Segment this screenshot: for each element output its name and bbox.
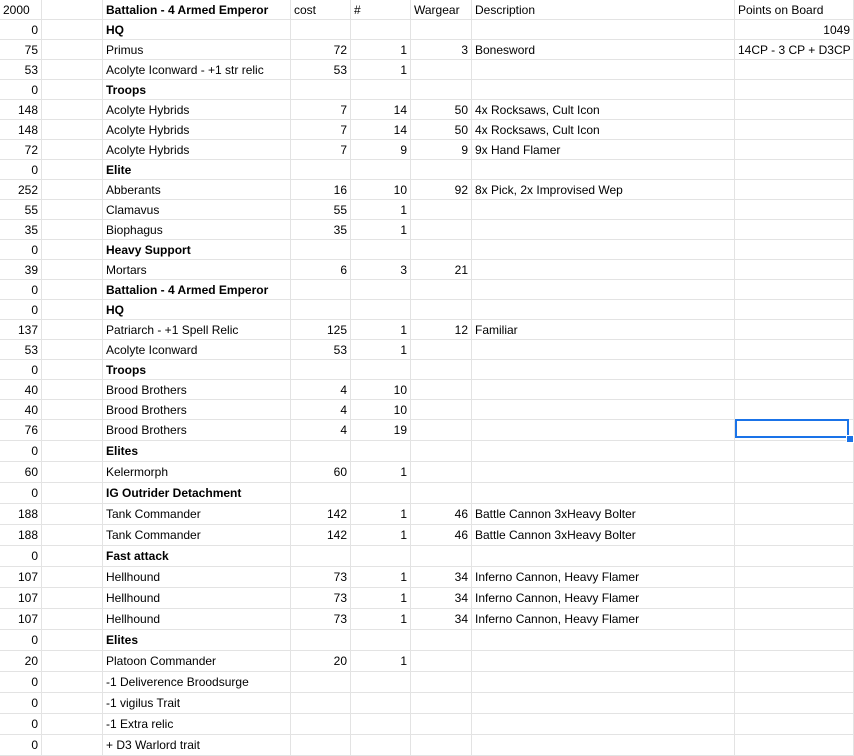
cell-description[interactable]: 9x Hand Flamer <box>472 140 735 160</box>
cell-points[interactable]: 137 <box>0 320 42 340</box>
cell-points[interactable]: 252 <box>0 180 42 200</box>
cell-unit[interactable]: + D3 Warlord trait <box>103 735 291 756</box>
cell-cost[interactable]: 4 <box>291 420 351 441</box>
cell-unit[interactable]: Platoon Commander <box>103 651 291 672</box>
cell-empty[interactable] <box>42 483 103 504</box>
cell-points-on-board[interactable]: 1049 <box>735 20 854 40</box>
cell-wargear[interactable] <box>411 160 472 180</box>
cell-description[interactable] <box>472 693 735 714</box>
cell-wargear[interactable] <box>411 672 472 693</box>
cell-cost[interactable] <box>291 714 351 735</box>
cell-description[interactable]: Battle Cannon 3xHeavy Bolter <box>472 525 735 546</box>
cell-empty[interactable] <box>42 546 103 567</box>
header-cell-unit[interactable]: Battalion - 4 Armed Emperor <box>103 0 291 20</box>
cell-empty[interactable] <box>42 609 103 630</box>
cell-count[interactable]: 1 <box>351 40 411 60</box>
cell-points-on-board[interactable] <box>735 380 854 400</box>
cell-description[interactable] <box>472 60 735 80</box>
cell-empty[interactable] <box>42 280 103 300</box>
cell-description[interactable]: 4x Rocksaws, Cult Icon <box>472 120 735 140</box>
cell-empty[interactable] <box>42 462 103 483</box>
cell-points[interactable]: 188 <box>0 525 42 546</box>
cell-unit[interactable]: Primus <box>103 40 291 60</box>
cell-empty[interactable] <box>42 340 103 360</box>
cell-points-on-board[interactable] <box>735 525 854 546</box>
cell-count[interactable] <box>351 672 411 693</box>
cell-wargear[interactable] <box>411 400 472 420</box>
cell-points-on-board[interactable] <box>735 672 854 693</box>
cell-points[interactable]: 60 <box>0 462 42 483</box>
cell-empty[interactable] <box>42 320 103 340</box>
cell-description[interactable]: Inferno Cannon, Heavy Flamer <box>472 567 735 588</box>
cell-cost[interactable] <box>291 80 351 100</box>
cell-points[interactable]: 0 <box>0 300 42 320</box>
cell-unit[interactable]: Brood Brothers <box>103 380 291 400</box>
cell-description[interactable]: Inferno Cannon, Heavy Flamer <box>472 609 735 630</box>
cell-count[interactable]: 9 <box>351 140 411 160</box>
cell-wargear[interactable] <box>411 420 472 441</box>
cell-empty[interactable] <box>42 240 103 260</box>
cell-points-on-board[interactable] <box>735 462 854 483</box>
cell-points[interactable]: 0 <box>0 483 42 504</box>
cell-description[interactable] <box>472 630 735 651</box>
cell-points[interactable]: 148 <box>0 100 42 120</box>
cell-wargear[interactable] <box>411 60 472 80</box>
cell-description[interactable] <box>472 260 735 280</box>
cell-points[interactable]: 107 <box>0 609 42 630</box>
cell-count[interactable]: 10 <box>351 180 411 200</box>
cell-count[interactable]: 10 <box>351 400 411 420</box>
cell-description[interactable] <box>472 735 735 756</box>
cell-points[interactable]: 39 <box>0 260 42 280</box>
cell-description[interactable] <box>472 20 735 40</box>
cell-count[interactable] <box>351 735 411 756</box>
cell-points-on-board[interactable] <box>735 80 854 100</box>
cell-points-on-board[interactable]: 14CP - 3 CP + D3CP <box>735 40 854 60</box>
cell-count[interactable]: 1 <box>351 60 411 80</box>
cell-empty[interactable] <box>42 140 103 160</box>
cell-wargear[interactable] <box>411 80 472 100</box>
cell-cost[interactable]: 7 <box>291 100 351 120</box>
cell-unit[interactable]: Tank Commander <box>103 525 291 546</box>
cell-cost[interactable] <box>291 20 351 40</box>
cell-empty[interactable] <box>42 100 103 120</box>
cell-points[interactable]: 107 <box>0 567 42 588</box>
cell-points-on-board[interactable] <box>735 220 854 240</box>
cell-count[interactable]: 3 <box>351 260 411 280</box>
cell-count[interactable] <box>351 20 411 40</box>
cell-points-on-board[interactable] <box>735 100 854 120</box>
cell-description[interactable] <box>472 360 735 380</box>
cell-wargear[interactable] <box>411 546 472 567</box>
cell-points-on-board[interactable] <box>735 200 854 220</box>
cell-cost[interactable]: 7 <box>291 120 351 140</box>
cell-description[interactable] <box>472 200 735 220</box>
cell-unit[interactable]: Abberants <box>103 180 291 200</box>
cell-wargear[interactable] <box>411 20 472 40</box>
cell-points-on-board[interactable] <box>735 160 854 180</box>
cell-unit[interactable]: -1 Extra relic <box>103 714 291 735</box>
cell-empty[interactable] <box>42 504 103 525</box>
cell-description[interactable] <box>472 483 735 504</box>
cell-points-on-board[interactable] <box>735 140 854 160</box>
cell-points-on-board[interactable] <box>735 693 854 714</box>
header-cell-count[interactable]: # <box>351 0 411 20</box>
cell-unit[interactable]: HQ <box>103 20 291 40</box>
cell-points-on-board[interactable] <box>735 280 854 300</box>
header-cell-description[interactable]: Description <box>472 0 735 20</box>
cell-description[interactable] <box>472 280 735 300</box>
cell-cost[interactable] <box>291 693 351 714</box>
cell-empty[interactable] <box>42 360 103 380</box>
cell-empty[interactable] <box>42 260 103 280</box>
cell-points-on-board[interactable] <box>735 441 854 462</box>
cell-count[interactable] <box>351 441 411 462</box>
cell-description[interactable] <box>472 714 735 735</box>
cell-description[interactable] <box>472 420 735 441</box>
cell-cost[interactable]: 73 <box>291 609 351 630</box>
cell-cost[interactable]: 142 <box>291 504 351 525</box>
cell-points[interactable]: 0 <box>0 441 42 462</box>
cell-unit[interactable]: Elites <box>103 441 291 462</box>
cell-cost[interactable] <box>291 160 351 180</box>
cell-unit[interactable]: HQ <box>103 300 291 320</box>
cell-empty[interactable] <box>42 420 103 441</box>
cell-cost[interactable]: 4 <box>291 400 351 420</box>
cell-description[interactable] <box>472 651 735 672</box>
cell-empty[interactable] <box>42 300 103 320</box>
cell-wargear[interactable]: 34 <box>411 609 472 630</box>
cell-wargear[interactable]: 12 <box>411 320 472 340</box>
header-cell-cost[interactable]: cost <box>291 0 351 20</box>
cell-wargear[interactable] <box>411 240 472 260</box>
cell-count[interactable] <box>351 630 411 651</box>
cell-cost[interactable]: 4 <box>291 380 351 400</box>
cell-points[interactable]: 0 <box>0 360 42 380</box>
cell-wargear[interactable]: 46 <box>411 525 472 546</box>
cell-cost[interactable]: 16 <box>291 180 351 200</box>
cell-points[interactable]: 0 <box>0 280 42 300</box>
cell-points-on-board[interactable] <box>735 609 854 630</box>
cell-cost[interactable]: 125 <box>291 320 351 340</box>
cell-unit[interactable]: Mortars <box>103 260 291 280</box>
cell-wargear[interactable]: 21 <box>411 260 472 280</box>
cell-count[interactable]: 1 <box>351 220 411 240</box>
cell-unit[interactable]: Kelermorph <box>103 462 291 483</box>
cell-count[interactable] <box>351 240 411 260</box>
cell-points-on-board[interactable] <box>735 483 854 504</box>
cell-description[interactable] <box>472 340 735 360</box>
cell-points-on-board[interactable] <box>735 120 854 140</box>
cell-unit[interactable]: Brood Brothers <box>103 420 291 441</box>
cell-cost[interactable] <box>291 300 351 320</box>
cell-points-on-board[interactable] <box>735 300 854 320</box>
cell-description[interactable] <box>472 462 735 483</box>
cell-points[interactable]: 0 <box>0 693 42 714</box>
cell-points-on-board[interactable] <box>735 567 854 588</box>
cell-description[interactable] <box>472 672 735 693</box>
cell-points-on-board[interactable] <box>735 360 854 380</box>
header-cell-points-on-board[interactable]: Points on Board <box>735 0 854 20</box>
cell-points[interactable]: 55 <box>0 200 42 220</box>
cell-description[interactable]: 8x Pick, 2x Improvised Wep <box>472 180 735 200</box>
cell-points[interactable]: 53 <box>0 340 42 360</box>
cell-points-on-board[interactable] <box>735 630 854 651</box>
cell-empty[interactable] <box>42 400 103 420</box>
cell-points[interactable]: 53 <box>0 60 42 80</box>
cell-unit[interactable]: Biophagus <box>103 220 291 240</box>
cell-wargear[interactable]: 3 <box>411 40 472 60</box>
cell-count[interactable]: 1 <box>351 320 411 340</box>
cell-cost[interactable] <box>291 546 351 567</box>
cell-count[interactable]: 1 <box>351 651 411 672</box>
cell-unit[interactable]: Acolyte Hybrids <box>103 120 291 140</box>
cell-cost[interactable]: 7 <box>291 140 351 160</box>
cell-unit[interactable]: Acolyte Hybrids <box>103 140 291 160</box>
cell-description[interactable] <box>472 300 735 320</box>
cell-count[interactable] <box>351 693 411 714</box>
header-cell-wargear[interactable]: Wargear <box>411 0 472 20</box>
cell-count[interactable] <box>351 280 411 300</box>
cell-wargear[interactable] <box>411 441 472 462</box>
cell-points[interactable]: 0 <box>0 714 42 735</box>
cell-description[interactable] <box>472 240 735 260</box>
cell-description[interactable]: Bonesword <box>472 40 735 60</box>
cell-wargear[interactable]: 34 <box>411 588 472 609</box>
cell-cost[interactable]: 60 <box>291 462 351 483</box>
cell-count[interactable] <box>351 546 411 567</box>
cell-points[interactable]: 40 <box>0 380 42 400</box>
cell-empty[interactable] <box>42 525 103 546</box>
cell-unit[interactable]: Acolyte Iconward - +1 str relic <box>103 60 291 80</box>
cell-empty[interactable] <box>42 693 103 714</box>
cell-count[interactable] <box>351 360 411 380</box>
cell-wargear[interactable] <box>411 693 472 714</box>
cell-unit[interactable]: Clamavus <box>103 200 291 220</box>
cell-wargear[interactable] <box>411 280 472 300</box>
cell-wargear[interactable]: 9 <box>411 140 472 160</box>
cell-count[interactable]: 14 <box>351 120 411 140</box>
cell-cost[interactable] <box>291 240 351 260</box>
cell-cost[interactable] <box>291 441 351 462</box>
cell-description[interactable] <box>472 380 735 400</box>
cell-unit[interactable]: Brood Brothers <box>103 400 291 420</box>
cell-points-on-board[interactable] <box>735 504 854 525</box>
cell-unit[interactable]: Tank Commander <box>103 504 291 525</box>
cell-wargear[interactable] <box>411 340 472 360</box>
cell-unit[interactable]: Hellhound <box>103 609 291 630</box>
cell-points[interactable]: 0 <box>0 160 42 180</box>
cell-empty[interactable] <box>42 651 103 672</box>
cell-unit[interactable]: Troops <box>103 80 291 100</box>
cell-cost[interactable]: 73 <box>291 567 351 588</box>
cell-empty[interactable] <box>42 60 103 80</box>
cell-points-on-board[interactable] <box>735 735 854 756</box>
cell-wargear[interactable]: 46 <box>411 504 472 525</box>
cell-description[interactable] <box>472 220 735 240</box>
cell-points[interactable]: 0 <box>0 735 42 756</box>
cell-empty[interactable] <box>42 160 103 180</box>
cell-unit[interactable]: Acolyte Hybrids <box>103 100 291 120</box>
cell-points[interactable]: 0 <box>0 240 42 260</box>
cell-wargear[interactable] <box>411 651 472 672</box>
cell-empty[interactable] <box>42 180 103 200</box>
cell-description[interactable]: 4x Rocksaws, Cult Icon <box>472 100 735 120</box>
cell-unit[interactable]: -1 vigilus Trait <box>103 693 291 714</box>
cell-points[interactable]: 40 <box>0 400 42 420</box>
cell-count[interactable]: 1 <box>351 567 411 588</box>
cell-empty[interactable] <box>42 380 103 400</box>
cell-points-on-board[interactable] <box>735 588 854 609</box>
cell-points-on-board[interactable] <box>735 340 854 360</box>
cell-points[interactable]: 148 <box>0 120 42 140</box>
cell-cost[interactable] <box>291 360 351 380</box>
cell-points-on-board[interactable] <box>735 180 854 200</box>
cell-points-on-board[interactable] <box>735 240 854 260</box>
cell-cost[interactable]: 35 <box>291 220 351 240</box>
cell-unit[interactable]: Acolyte Iconward <box>103 340 291 360</box>
cell-wargear[interactable] <box>411 483 472 504</box>
cell-wargear[interactable]: 50 <box>411 120 472 140</box>
cell-count[interactable] <box>351 714 411 735</box>
cell-wargear[interactable]: 92 <box>411 180 472 200</box>
cell-unit[interactable]: Elites <box>103 630 291 651</box>
cell-points[interactable]: 75 <box>0 40 42 60</box>
cell-points[interactable]: 76 <box>0 420 42 441</box>
cell-description[interactable] <box>472 80 735 100</box>
cell-count[interactable]: 1 <box>351 200 411 220</box>
cell-count[interactable]: 14 <box>351 100 411 120</box>
cell-cost[interactable] <box>291 483 351 504</box>
cell-empty[interactable] <box>42 588 103 609</box>
cell-count[interactable]: 1 <box>351 525 411 546</box>
cell-unit[interactable]: Patriarch - +1 Spell Relic <box>103 320 291 340</box>
cell-cost[interactable]: 20 <box>291 651 351 672</box>
cell-wargear[interactable]: 34 <box>411 567 472 588</box>
cell-description[interactable]: Familiar <box>472 320 735 340</box>
cell-count[interactable] <box>351 80 411 100</box>
cell-unit[interactable]: Battalion - 4 Armed Emperor <box>103 280 291 300</box>
cell-cost[interactable] <box>291 672 351 693</box>
cell-count[interactable]: 1 <box>351 609 411 630</box>
cell-wargear[interactable]: 50 <box>411 100 472 120</box>
cell-count[interactable]: 1 <box>351 504 411 525</box>
cell-unit[interactable]: IG Outrider Detachment <box>103 483 291 504</box>
cell-count[interactable]: 1 <box>351 588 411 609</box>
cell-wargear[interactable] <box>411 462 472 483</box>
cell-description[interactable] <box>472 441 735 462</box>
header-cell-blank[interactable] <box>42 0 103 20</box>
cell-points-on-board[interactable] <box>735 60 854 80</box>
cell-points[interactable]: 0 <box>0 630 42 651</box>
cell-cost[interactable]: 142 <box>291 525 351 546</box>
cell-points[interactable]: 188 <box>0 504 42 525</box>
cell-wargear[interactable] <box>411 360 472 380</box>
cell-description[interactable] <box>472 160 735 180</box>
cell-points[interactable]: 0 <box>0 80 42 100</box>
cell-points-on-board[interactable] <box>735 546 854 567</box>
cell-unit[interactable]: Troops <box>103 360 291 380</box>
cell-description[interactable]: Inferno Cannon, Heavy Flamer <box>472 588 735 609</box>
cell-empty[interactable] <box>42 567 103 588</box>
cell-empty[interactable] <box>42 672 103 693</box>
cell-empty[interactable] <box>42 220 103 240</box>
cell-cost[interactable]: 53 <box>291 340 351 360</box>
fill-handle[interactable] <box>846 435 854 443</box>
cell-points[interactable]: 0 <box>0 20 42 40</box>
cell-empty[interactable] <box>42 120 103 140</box>
cell-wargear[interactable] <box>411 735 472 756</box>
cell-unit[interactable]: -1 Deliverence Broodsurge <box>103 672 291 693</box>
cell-points-on-board[interactable] <box>735 651 854 672</box>
cell-empty[interactable] <box>42 200 103 220</box>
cell-wargear[interactable] <box>411 200 472 220</box>
cell-wargear[interactable] <box>411 300 472 320</box>
cell-points[interactable]: 72 <box>0 140 42 160</box>
cell-unit[interactable]: Hellhound <box>103 567 291 588</box>
cell-empty[interactable] <box>42 80 103 100</box>
cell-cost[interactable]: 73 <box>291 588 351 609</box>
cell-cost[interactable] <box>291 630 351 651</box>
cell-points-on-board[interactable] <box>735 320 854 340</box>
cell-points[interactable]: 107 <box>0 588 42 609</box>
cell-wargear[interactable] <box>411 714 472 735</box>
cell-unit[interactable]: Elite <box>103 160 291 180</box>
cell-empty[interactable] <box>42 20 103 40</box>
cell-description[interactable]: Battle Cannon 3xHeavy Bolter <box>472 504 735 525</box>
cell-cost[interactable]: 6 <box>291 260 351 280</box>
cell-count[interactable] <box>351 300 411 320</box>
cell-empty[interactable] <box>42 714 103 735</box>
cell-description[interactable] <box>472 546 735 567</box>
cell-cost[interactable]: 55 <box>291 200 351 220</box>
cell-count[interactable] <box>351 160 411 180</box>
cell-description[interactable] <box>472 400 735 420</box>
cell-cost[interactable]: 53 <box>291 60 351 80</box>
cell-points-on-board[interactable] <box>735 260 854 280</box>
cell-wargear[interactable] <box>411 380 472 400</box>
cell-count[interactable] <box>351 483 411 504</box>
cell-count[interactable]: 19 <box>351 420 411 441</box>
cell-empty[interactable] <box>42 735 103 756</box>
cell-empty[interactable] <box>42 441 103 462</box>
cell-points[interactable]: 20 <box>0 651 42 672</box>
cell-cost[interactable]: 72 <box>291 40 351 60</box>
cell-cost[interactable] <box>291 280 351 300</box>
cell-count[interactable]: 10 <box>351 380 411 400</box>
cell-cost[interactable] <box>291 735 351 756</box>
cell-count[interactable]: 1 <box>351 462 411 483</box>
cell-unit[interactable]: Heavy Support <box>103 240 291 260</box>
cell-points[interactable]: 35 <box>0 220 42 240</box>
header-cell-total[interactable]: 2000 <box>0 0 42 20</box>
cell-wargear[interactable] <box>411 630 472 651</box>
cell-points[interactable]: 0 <box>0 546 42 567</box>
selected-cell-outline[interactable] <box>735 419 849 438</box>
cell-wargear[interactable] <box>411 220 472 240</box>
cell-empty[interactable] <box>42 630 103 651</box>
cell-points-on-board[interactable] <box>735 400 854 420</box>
cell-unit[interactable]: Hellhound <box>103 588 291 609</box>
cell-points-on-board[interactable] <box>735 714 854 735</box>
cell-points[interactable]: 0 <box>0 672 42 693</box>
cell-unit[interactable]: Fast attack <box>103 546 291 567</box>
cell-empty[interactable] <box>42 40 103 60</box>
cell-count[interactable]: 1 <box>351 340 411 360</box>
